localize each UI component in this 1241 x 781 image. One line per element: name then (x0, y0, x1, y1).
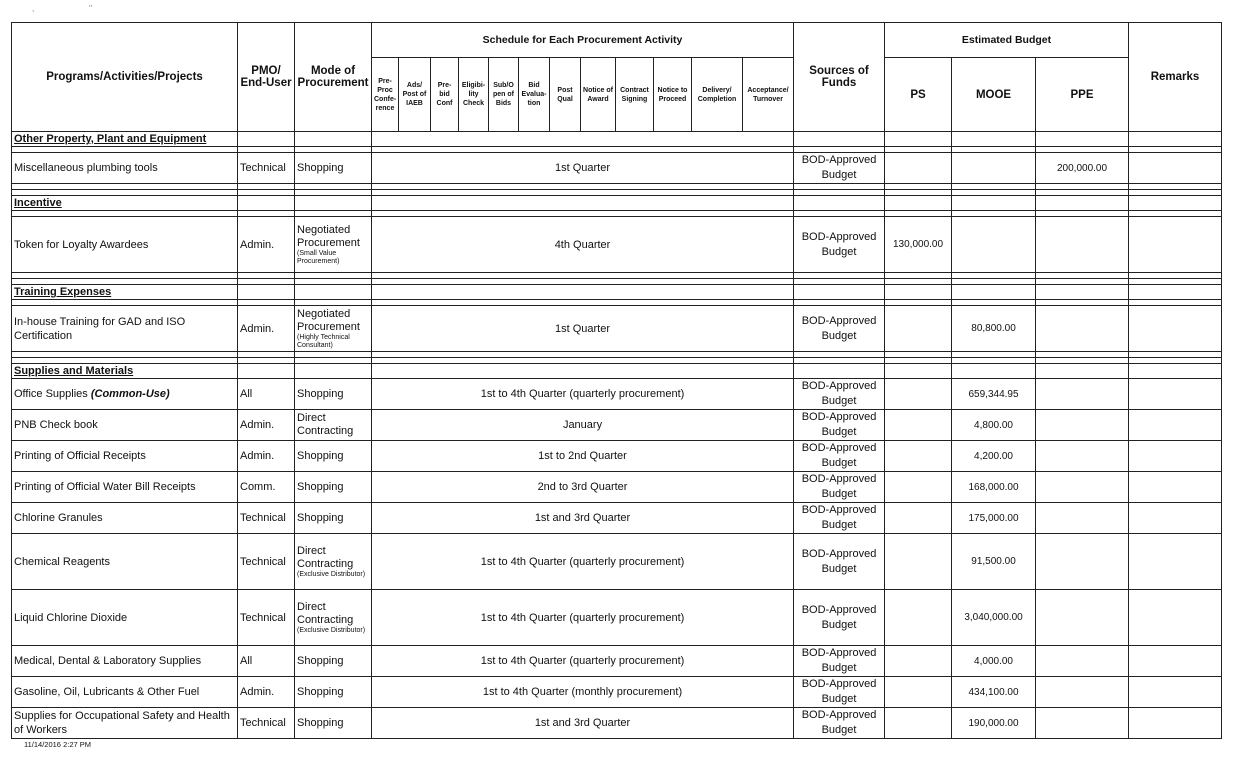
pmo-cell: Technical (238, 590, 295, 646)
col-programs: Programs/Activities/Projects (12, 23, 238, 132)
table-row (12, 217, 1222, 273)
program-name-cell (12, 441, 238, 472)
mooe-cell: 91,500.00 (952, 534, 1036, 590)
remarks-cell (1129, 534, 1222, 590)
schedule-cell: 1st to 4th Quarter (quarterly procurement) (372, 534, 794, 590)
ps-cell (885, 410, 952, 441)
ps-cell (885, 708, 952, 739)
col-mooe: MOOE (952, 58, 1036, 132)
ppe-cell (1036, 379, 1129, 410)
mooe-cell: 659,344.95 (952, 379, 1036, 410)
col-pmo: PMO/ End-User (238, 23, 295, 132)
table-row (12, 153, 1222, 184)
col-schedule-step: Pre-Proc Confe-rence (372, 58, 399, 132)
mode-note: (Exclusive Distributor) (297, 626, 366, 634)
procurement-plan-sheet (11, 22, 1222, 739)
ppe-cell: 200,000.00 (1036, 153, 1129, 184)
pmo-cell: Technical (238, 153, 295, 184)
program-name: Office Supplies (14, 388, 88, 400)
mode-note: (Highly Technical Consultant) (297, 333, 350, 349)
ps-cell (885, 677, 952, 708)
ps-cell (885, 379, 952, 410)
mooe-cell: 4,000.00 (952, 646, 1036, 677)
mode-cell (295, 708, 372, 739)
source-of-funds-cell: BOD-Approved Budget (794, 646, 885, 677)
source-of-funds-cell: BOD-Approved Budget (794, 534, 885, 590)
mode-cell (295, 503, 372, 534)
program-name: Miscellaneous plumbing tools (14, 162, 158, 174)
table-row (12, 306, 1222, 352)
ps-cell (885, 646, 952, 677)
program-name-cell (12, 379, 238, 410)
col-schedule-title: Schedule for Each Procurement Activity (372, 23, 794, 58)
mooe-cell: 80,800.00 (952, 306, 1036, 352)
program-name: Gasoline, Oil, Lubricants & Other Fuel (14, 686, 200, 698)
col-schedule-step: Bid Evalua-tion (519, 58, 550, 132)
remarks-cell (1129, 646, 1222, 677)
col-schedule-step: Delivery/ Completion (692, 58, 743, 132)
mode-cell (295, 677, 372, 708)
print-timestamp: 11/14/2016 2:27 PM (24, 740, 91, 749)
schedule-cell: 4th Quarter (372, 217, 794, 273)
source-of-funds-cell: BOD-Approved Budget (794, 306, 885, 352)
mode-label: Direct Contracting (297, 544, 354, 570)
source-of-funds-cell: BOD-Approved Budget (794, 503, 885, 534)
remarks-cell (1129, 590, 1222, 646)
program-name: PNB Check book (14, 419, 98, 431)
schedule-cell: 2nd to 3rd Quarter (372, 472, 794, 503)
pmo-cell: Technical (238, 534, 295, 590)
mode-note: (Small Value Procurement) (297, 249, 340, 265)
mode-cell (295, 306, 372, 352)
mode-label: Shopping (297, 480, 344, 493)
table-row (12, 410, 1222, 441)
table-row (12, 708, 1222, 739)
mode-label: Shopping (297, 161, 344, 174)
ppe-cell (1036, 708, 1129, 739)
mode-label: Shopping (297, 449, 344, 462)
program-name-emphasis: (Common-Use) (90, 388, 170, 400)
mode-cell (295, 379, 372, 410)
col-schedule-step: Pre-bid Conf (431, 58, 459, 132)
mode-label: Shopping (297, 685, 344, 698)
mooe-cell: 4,200.00 (952, 441, 1036, 472)
ps-cell (885, 472, 952, 503)
pmo-cell: Comm. (238, 472, 295, 503)
program-name-cell (12, 472, 238, 503)
program-name: Supplies for Occupational Safety and Health of Workers (14, 710, 230, 736)
schedule-cell: January (372, 410, 794, 441)
col-remarks: Remarks (1129, 23, 1222, 132)
program-name: Chemical Reagents (14, 555, 110, 568)
ppe-cell (1036, 503, 1129, 534)
pmo-cell: Admin. (238, 217, 295, 273)
ps-cell (885, 441, 952, 472)
ppe-cell (1036, 677, 1129, 708)
col-schedule-step: Eligibi-lity Check (459, 58, 489, 132)
col-sources: Sources of Funds (794, 23, 885, 132)
remarks-cell (1129, 217, 1222, 273)
source-of-funds-cell: BOD-Approved Budget (794, 217, 885, 273)
col-schedule-step: Notice to Proceed (654, 58, 692, 132)
col-schedule-step: Contract Signing (616, 58, 654, 132)
pmo-cell: Technical (238, 503, 295, 534)
table-row (12, 379, 1222, 410)
program-name-cell (12, 590, 238, 646)
section-header-row (12, 285, 1222, 300)
mode-cell (295, 410, 372, 441)
section-title: Supplies and Materials (12, 364, 238, 379)
ps-cell (885, 153, 952, 184)
mode-cell (295, 153, 372, 184)
schedule-cell: 1st Quarter (372, 153, 794, 184)
source-of-funds-cell: BOD-Approved Budget (794, 708, 885, 739)
ppe-cell (1036, 646, 1129, 677)
mooe-cell: 4,800.00 (952, 410, 1036, 441)
table-row (12, 646, 1222, 677)
schedule-cell: 1st Quarter (372, 306, 794, 352)
section-title: Training Expenses (12, 285, 238, 300)
ppe-cell (1036, 217, 1129, 273)
mode-label: Direct Contracting (297, 600, 354, 626)
source-of-funds-cell: BOD-Approved Budget (794, 677, 885, 708)
schedule-cell: 1st and 3rd Quarter (372, 708, 794, 739)
schedule-cell: 1st to 2nd Quarter (372, 441, 794, 472)
program-name: Printing of Official Water Bill Receipts (14, 481, 196, 493)
program-name: Medical, Dental & Laboratory Supplies (14, 655, 202, 667)
pmo-cell: Admin. (238, 306, 295, 352)
col-schedule-step: Ads/ Post of IAEB (399, 58, 431, 132)
col-budget-title: Estimated Budget (885, 23, 1129, 58)
procurement-table (11, 22, 1222, 739)
program-name-cell (12, 153, 238, 184)
pmo-cell: All (238, 646, 295, 677)
schedule-cell: 1st and 3rd Quarter (372, 503, 794, 534)
program-name-cell (12, 503, 238, 534)
ppe-cell (1036, 306, 1129, 352)
ps-cell (885, 503, 952, 534)
ps-cell (885, 306, 952, 352)
remarks-cell (1129, 708, 1222, 739)
scan-mark: '' (89, 4, 93, 13)
program-name-cell (12, 410, 238, 441)
pmo-cell: All (238, 379, 295, 410)
program-name: In-house Training for GAD and ISO Certification (14, 315, 186, 342)
source-of-funds-cell: BOD-Approved Budget (794, 410, 885, 441)
mode-label: Direct Contracting (297, 412, 354, 437)
mode-cell (295, 472, 372, 503)
mooe-cell: 175,000.00 (952, 503, 1036, 534)
source-of-funds-cell: BOD-Approved Budget (794, 590, 885, 646)
mode-label: Shopping (297, 654, 344, 667)
mode-label: Shopping (297, 511, 344, 524)
table-row (12, 590, 1222, 646)
source-of-funds-cell: BOD-Approved Budget (794, 379, 885, 410)
program-name-cell (12, 217, 238, 273)
remarks-cell (1129, 153, 1222, 184)
program-name: Token for Loyalty Awardees (14, 238, 149, 251)
ps-cell (885, 534, 952, 590)
program-name-cell (12, 708, 238, 739)
col-ps: PS (885, 58, 952, 132)
remarks-cell (1129, 503, 1222, 534)
col-mode: Mode of Procurement (295, 23, 372, 132)
scan-mark: , (32, 4, 35, 13)
ppe-cell (1036, 534, 1129, 590)
mode-cell (295, 646, 372, 677)
source-of-funds-cell: BOD-Approved Budget (794, 153, 885, 184)
section-header-row (12, 364, 1222, 379)
program-name: Printing of Official Receipts (14, 450, 146, 462)
schedule-cell: 1st to 4th Quarter (quarterly procurement) (372, 590, 794, 646)
program-name: Chlorine Granules (14, 512, 103, 524)
table-row (12, 441, 1222, 472)
program-name-cell (12, 306, 238, 352)
schedule-cell: 1st to 4th Quarter (quarterly procurement) (372, 646, 794, 677)
ppe-cell (1036, 590, 1129, 646)
pmo-cell: Admin. (238, 677, 295, 708)
col-schedule-step: Acceptance/ Turnover (743, 58, 794, 132)
program-name-cell (12, 534, 238, 590)
ppe-cell (1036, 410, 1129, 441)
table-row (12, 677, 1222, 708)
col-schedule-step: Notice of Award (581, 58, 616, 132)
section-title: Incentive (12, 196, 238, 211)
ppe-cell (1036, 472, 1129, 503)
mode-label: Negotiated Procurement (297, 307, 360, 333)
program-name: Liquid Chlorine Dioxide (14, 611, 128, 624)
col-schedule-step: Post Qual (550, 58, 581, 132)
mooe-cell: 434,100.00 (952, 677, 1036, 708)
source-of-funds-cell: BOD-Approved Budget (794, 441, 885, 472)
mode-note: (Exclusive Distributor) (297, 570, 366, 578)
remarks-cell (1129, 677, 1222, 708)
mooe-cell: 168,000.00 (952, 472, 1036, 503)
mode-label: Shopping (297, 716, 344, 729)
ppe-cell (1036, 441, 1129, 472)
remarks-cell (1129, 441, 1222, 472)
mooe-cell: 190,000.00 (952, 708, 1036, 739)
mode-cell (295, 534, 372, 590)
remarks-cell (1129, 472, 1222, 503)
table-row (12, 534, 1222, 590)
col-schedule-step: Sub/O pen of Bids (489, 58, 519, 132)
mode-label: Negotiated Procurement (297, 223, 360, 249)
mooe-cell (952, 153, 1036, 184)
mode-label: Shopping (297, 387, 344, 400)
source-of-funds-cell: BOD-Approved Budget (794, 472, 885, 503)
schedule-cell: 1st to 4th Quarter (quarterly procurement) (372, 379, 794, 410)
mooe-cell: 3,040,000.00 (952, 590, 1036, 646)
section-title: Other Property, Plant and Equipment (12, 132, 238, 147)
remarks-cell (1129, 410, 1222, 441)
pmo-cell: Admin. (238, 410, 295, 441)
section-header-row (12, 196, 1222, 211)
ps-cell: 130,000.00 (885, 217, 952, 273)
table-row (12, 472, 1222, 503)
col-ppe: PPE (1036, 58, 1129, 132)
section-header-row (12, 132, 1222, 147)
program-name-cell (12, 677, 238, 708)
table-body (12, 132, 1222, 739)
mode-cell (295, 441, 372, 472)
schedule-cell: 1st to 4th Quarter (monthly procurement) (372, 677, 794, 708)
table-row (12, 503, 1222, 534)
pmo-cell: Admin. (238, 441, 295, 472)
program-name-cell (12, 646, 238, 677)
remarks-cell (1129, 379, 1222, 410)
ps-cell (885, 590, 952, 646)
mode-cell (295, 217, 372, 273)
mooe-cell (952, 217, 1036, 273)
remarks-cell (1129, 306, 1222, 352)
pmo-cell: Technical (238, 708, 295, 739)
mode-cell (295, 590, 372, 646)
